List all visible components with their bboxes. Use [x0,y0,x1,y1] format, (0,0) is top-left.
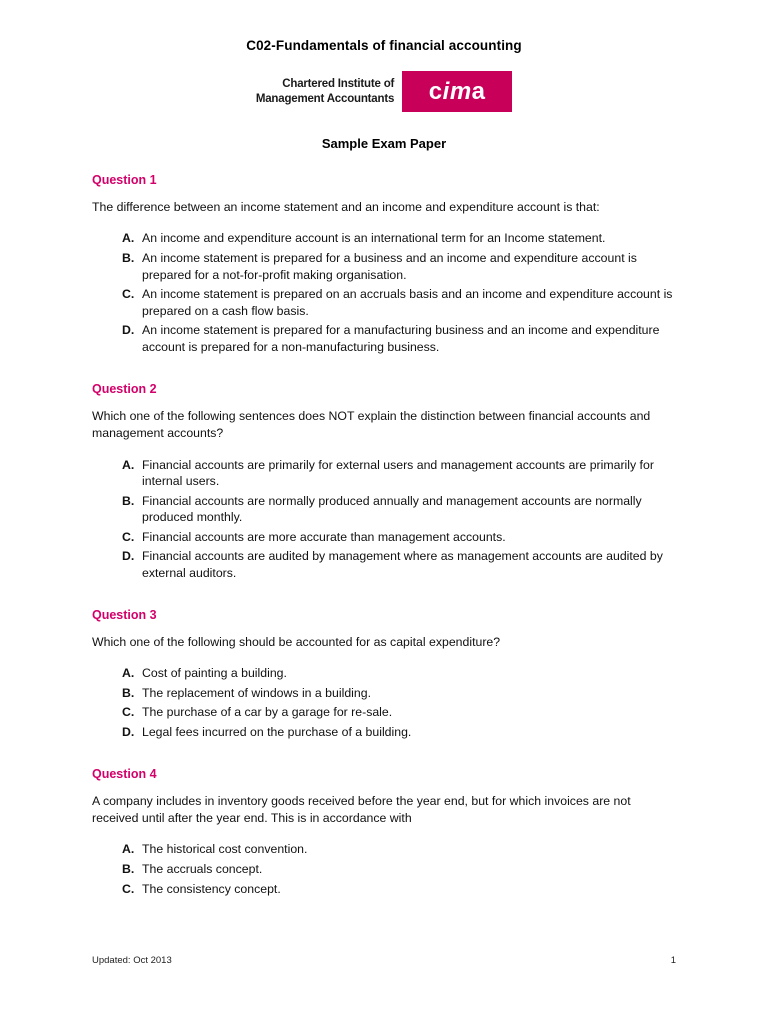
option-item [122,841,676,858]
option-letter: C. [122,287,135,302]
cima-logo-mark [402,71,512,112]
option-text: An income and expenditure account is an international term for an Income statement. [142,231,606,246]
logo-letter-i: i [442,77,450,105]
cima-logo [92,71,676,112]
option-letter: D. [122,549,135,564]
logo-letter-c: c [428,77,443,105]
option-list [92,230,676,355]
option-list [92,665,676,740]
page-footer [92,955,676,966]
question-heading: Question 1 [92,173,157,187]
question-heading: Question 2 [92,381,157,396]
question-block [92,173,676,356]
footer-updated: Updated: Oct 2013 [92,955,172,966]
option-letter: B. [122,685,135,700]
question-heading: Question 4 [92,766,157,781]
option-text: Cost of painting a building. [142,666,287,681]
question-block [92,382,676,582]
option-letter: A. [122,842,135,857]
option-letter: A. [122,666,135,681]
page-title: C02-Fundamentals of financial accounting [246,38,522,53]
option-text: Legal fees incurred on the purchase of a building. [142,724,412,739]
option-letter: A. [122,457,135,472]
option-item [122,881,676,898]
option-item [122,493,676,526]
option-letter: C. [122,529,135,544]
option-text: The purchase of a car by a garage for re-sale. [142,705,393,720]
question-block [92,608,676,741]
option-item [122,322,676,355]
logo-wordmark-text [256,71,402,112]
option-text: An income statement is prepared on an accruals basis and an income and expenditure account is prepared on a cash flow basis. [142,287,673,318]
option-text: An income statement is prepared for a manufacturing business and an income and expenditure account is prepared for a non-manufacturing business. [142,323,660,355]
option-item [122,230,676,247]
option-list [92,841,676,897]
cima-logo-letters [429,78,486,106]
option-letter: B. [122,251,135,266]
option-item [122,250,676,283]
option-item [122,548,676,581]
option-text: The replacement of windows in a building. [142,685,371,700]
question-block [92,767,676,898]
option-text: Financial accounts are more accurate than management accounts. [142,529,506,544]
option-item [122,861,676,878]
option-item [122,685,676,702]
option-letter: B. [122,493,135,508]
option-text: Financial accounts are normally produced annually and management accounts are normally produced monthly. [142,493,642,525]
logo-line-2: Management Accountants [255,92,395,105]
option-letter: B. [122,862,135,876]
question-stem: The difference between an income statement and an income and expenditure account is that: [92,200,600,214]
option-list [92,457,676,582]
option-text: The historical cost convention. [142,842,308,857]
question-stem: Which one of the following sentences does NOT explain the distinction between financial accounts and management accounts? [92,408,651,441]
option-letter: C. [122,705,135,720]
option-text: Financial accounts are primarily for external users and management accounts are primarily for internal users. [142,457,654,489]
question-stem: Which one of the following should be accounted for as capital expenditure? [92,634,501,649]
option-text: The accruals concept. [142,862,263,876]
logo-letter-a: a [471,77,486,105]
option-item [122,286,676,319]
option-item [122,529,676,546]
question-stem: A company includes in inventory goods received before the year end, but for which invoices are not received until after the year end. This is in accordance with [92,793,631,825]
question-heading: Question 3 [92,607,157,622]
footer-page-number: 1 [670,955,676,966]
option-item [122,457,676,490]
option-text: Financial accounts are audited by management where as management accounts are audited by external auditors. [142,549,663,581]
option-item [122,724,676,741]
option-item [122,665,676,682]
option-item [122,704,676,721]
page-subtitle: Sample Exam Paper [321,136,447,151]
logo-line-1: Chartered Institute of [282,78,395,91]
option-letter: A. [122,231,135,246]
option-letter: C. [122,881,135,896]
option-letter: D. [122,323,135,338]
option-letter: D. [122,724,135,739]
option-text: The consistency concept. [142,881,281,896]
logo-letter-m: m [449,77,472,105]
option-text: An income statement is prepared for a business and an income and expenditure account is prepared for a not-for-profit making organisation. [142,251,637,282]
